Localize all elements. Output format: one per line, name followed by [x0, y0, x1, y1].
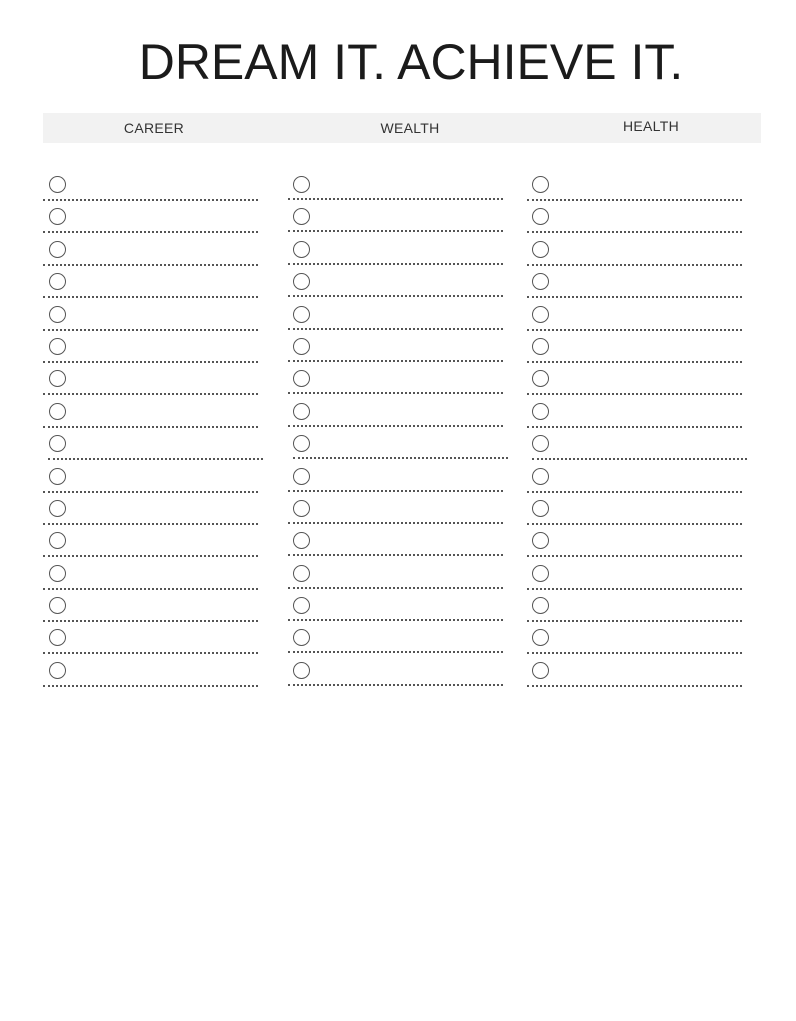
wealth-writing-line[interactable]	[288, 522, 503, 524]
health-writing-line[interactable]	[527, 588, 742, 590]
empty-circle-checkbox-icon[interactable]	[532, 500, 549, 517]
empty-circle-checkbox-icon[interactable]	[49, 370, 66, 387]
career-writing-line[interactable]	[43, 296, 258, 298]
wealth-writing-line[interactable]	[288, 198, 503, 200]
health-writing-line[interactable]	[527, 620, 742, 622]
career-writing-line[interactable]	[43, 620, 258, 622]
empty-circle-checkbox-icon[interactable]	[532, 403, 549, 420]
career-writing-line[interactable]	[43, 426, 258, 428]
empty-circle-checkbox-icon[interactable]	[293, 629, 310, 646]
health-writing-line[interactable]	[527, 199, 742, 201]
empty-circle-checkbox-icon[interactable]	[293, 468, 310, 485]
page-title: DREAM IT. ACHIEVE IT.	[138, 34, 684, 90]
empty-circle-checkbox-icon[interactable]	[49, 629, 66, 646]
column-header-career: CAREER	[123, 120, 185, 136]
wealth-writing-line[interactable]	[293, 457, 508, 459]
empty-circle-checkbox-icon[interactable]	[293, 370, 310, 387]
empty-circle-checkbox-icon[interactable]	[49, 597, 66, 614]
wealth-writing-line[interactable]	[288, 490, 503, 492]
wealth-writing-line[interactable]	[288, 619, 503, 621]
empty-circle-checkbox-icon[interactable]	[532, 435, 549, 452]
empty-circle-checkbox-icon[interactable]	[49, 435, 66, 452]
wealth-writing-line[interactable]	[288, 651, 503, 653]
health-writing-line[interactable]	[527, 652, 742, 654]
empty-circle-checkbox-icon[interactable]	[532, 597, 549, 614]
empty-circle-checkbox-icon[interactable]	[532, 662, 549, 679]
empty-circle-checkbox-icon[interactable]	[49, 338, 66, 355]
empty-circle-checkbox-icon[interactable]	[293, 273, 310, 290]
career-writing-line[interactable]	[43, 523, 258, 525]
wealth-writing-line[interactable]	[288, 295, 503, 297]
wealth-writing-line[interactable]	[288, 360, 503, 362]
empty-circle-checkbox-icon[interactable]	[49, 306, 66, 323]
wealth-writing-line[interactable]	[288, 263, 503, 265]
column-header-wealth: WEALTH	[380, 120, 440, 136]
empty-circle-checkbox-icon[interactable]	[532, 370, 549, 387]
career-writing-line[interactable]	[43, 231, 258, 233]
career-writing-line[interactable]	[43, 491, 258, 493]
health-writing-line[interactable]	[527, 329, 742, 331]
wealth-writing-line[interactable]	[288, 392, 503, 394]
empty-circle-checkbox-icon[interactable]	[49, 176, 66, 193]
empty-circle-checkbox-icon[interactable]	[532, 273, 549, 290]
health-writing-line[interactable]	[527, 685, 742, 687]
empty-circle-checkbox-icon[interactable]	[293, 208, 310, 225]
empty-circle-checkbox-icon[interactable]	[49, 208, 66, 225]
health-writing-line[interactable]	[527, 523, 742, 525]
health-writing-line[interactable]	[527, 231, 742, 233]
empty-circle-checkbox-icon[interactable]	[293, 306, 310, 323]
empty-circle-checkbox-icon[interactable]	[532, 241, 549, 258]
empty-circle-checkbox-icon[interactable]	[532, 176, 549, 193]
column-header-health: HEALTH	[623, 118, 679, 134]
empty-circle-checkbox-icon[interactable]	[532, 629, 549, 646]
career-writing-line[interactable]	[43, 685, 258, 687]
career-writing-line[interactable]	[43, 393, 258, 395]
empty-circle-checkbox-icon[interactable]	[532, 208, 549, 225]
empty-circle-checkbox-icon[interactable]	[49, 565, 66, 582]
empty-circle-checkbox-icon[interactable]	[293, 435, 310, 452]
empty-circle-checkbox-icon[interactable]	[49, 532, 66, 549]
wealth-writing-line[interactable]	[288, 587, 503, 589]
empty-circle-checkbox-icon[interactable]	[532, 532, 549, 549]
career-writing-line[interactable]	[43, 199, 258, 201]
health-writing-line[interactable]	[527, 361, 742, 363]
health-writing-line[interactable]	[527, 296, 742, 298]
career-writing-line[interactable]	[43, 329, 258, 331]
health-writing-line[interactable]	[527, 393, 742, 395]
empty-circle-checkbox-icon[interactable]	[532, 338, 549, 355]
health-writing-line[interactable]	[527, 491, 742, 493]
empty-circle-checkbox-icon[interactable]	[49, 241, 66, 258]
empty-circle-checkbox-icon[interactable]	[532, 306, 549, 323]
career-writing-line[interactable]	[43, 361, 258, 363]
empty-circle-checkbox-icon[interactable]	[532, 565, 549, 582]
health-writing-line[interactable]	[527, 426, 742, 428]
wealth-writing-line[interactable]	[288, 554, 503, 556]
health-writing-line[interactable]	[532, 458, 747, 460]
empty-circle-checkbox-icon[interactable]	[293, 565, 310, 582]
career-writing-line[interactable]	[43, 588, 258, 590]
empty-circle-checkbox-icon[interactable]	[49, 500, 66, 517]
empty-circle-checkbox-icon[interactable]	[293, 500, 310, 517]
wealth-writing-line[interactable]	[288, 425, 503, 427]
empty-circle-checkbox-icon[interactable]	[293, 532, 310, 549]
empty-circle-checkbox-icon[interactable]	[293, 403, 310, 420]
wealth-writing-line[interactable]	[288, 328, 503, 330]
wealth-writing-line[interactable]	[288, 684, 503, 686]
career-writing-line[interactable]	[43, 555, 258, 557]
empty-circle-checkbox-icon[interactable]	[49, 662, 66, 679]
empty-circle-checkbox-icon[interactable]	[532, 468, 549, 485]
health-writing-line[interactable]	[527, 555, 742, 557]
career-writing-line[interactable]	[43, 652, 258, 654]
health-writing-line[interactable]	[527, 264, 742, 266]
career-writing-line[interactable]	[48, 458, 263, 460]
empty-circle-checkbox-icon[interactable]	[293, 597, 310, 614]
empty-circle-checkbox-icon[interactable]	[293, 176, 310, 193]
empty-circle-checkbox-icon[interactable]	[293, 338, 310, 355]
wealth-writing-line[interactable]	[288, 230, 503, 232]
empty-circle-checkbox-icon[interactable]	[293, 662, 310, 679]
empty-circle-checkbox-icon[interactable]	[49, 468, 66, 485]
career-writing-line[interactable]	[43, 264, 258, 266]
empty-circle-checkbox-icon[interactable]	[49, 403, 66, 420]
empty-circle-checkbox-icon[interactable]	[49, 273, 66, 290]
empty-circle-checkbox-icon[interactable]	[293, 241, 310, 258]
